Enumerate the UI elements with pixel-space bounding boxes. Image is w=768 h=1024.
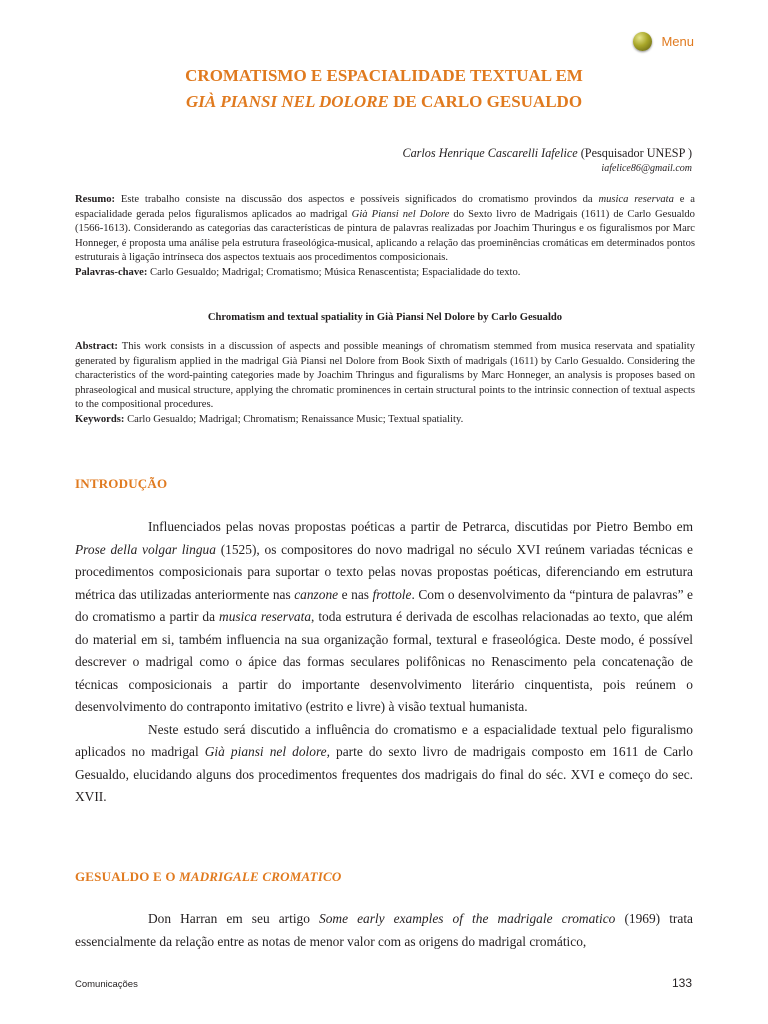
keywords [75,413,695,428]
heading-part: GESUALDO E O [75,869,180,884]
title-work-name: GIÀ PIANSI NEL DOLORE [185,92,389,111]
text-run-italic: musica reservata [219,609,312,624]
text-run: (1969) trata essencialmente da relação entre as notas de menor valor com as origens do madrigal cromático, [75,911,693,949]
abstract-block [75,340,695,428]
paragraph [75,908,693,953]
text-run-italic: Già piansi nel dolore, [204,744,330,759]
author-name: Carlos Henrique Cascarelli Iafelice [402,146,578,160]
english-title [75,312,695,323]
paragraph [75,516,693,719]
text-run: parte do sexto livro de madrigais composto em 1611 de Carlo Gesualdo, elucidando alguns dos procedimentos frequentes dos madrigais do final do séc. XVI e começo do sec. XVII. [75,744,693,804]
text-run: . Com o desenvolvimento da “pintura de palavras” e do cromatismo a partir da [75,586,693,624]
resumo-text [75,193,695,266]
paper-title-line-2 [0,92,768,112]
text-run-italic: canzone [294,586,339,602]
text-run: , toda estrutura é derivada de escolhas relacionadas ao texto, que além do material em si, também influencia na sua organização formal, textural e fraseológica. Deste modo, é possível descrever o madrigal como o ápice das formas seculares polifônicas no Renascimento pela concatenação de técnicas composicionais a partir do importante desenvolvimento literário cinquentista, pois reúnem o desenvolvimento do contraponto imitativo (estrito e livre) à visão textual humanista. [75,609,693,714]
paragraph [75,719,693,809]
abstract-text [75,340,695,413]
palavras-chave-label: Palavras-chave: [75,266,148,278]
resumo-italic: Già Piansi nel Dolore [351,208,450,220]
palavras-chave-list: Carlo Gesualdo; Madrigal; Cromatismo; Música Renascentista; Espacialidade do texto. [147,266,521,278]
text-run: Influenciados pelas novas propostas poéticas a partir de Petrarca, discutidas por Pietro Bembo em [148,519,693,534]
text-run: Neste estudo será discutido a influência do cromatismo e a espacialidade textual pelo figuralismo aplicados no madrigal [75,721,693,759]
author-email: iafelice86@gmail.com [601,163,692,174]
heading-part-italic: MADRIGALE CROMATICO [179,869,342,884]
paper-title-line-1: CROMATISMO E ESPACIALIDADE TEXTUAL EM [185,66,583,85]
text-run: Don Harran em seu artigo [148,911,320,926]
title-composer: DE CARLO GESUALDO [388,92,583,111]
abstract-body: This work consists in a discussion of aspects and possible meanings of chromatism stemmed from musica reservata and spatiality generated by figuralism applied in the madrigal Già Piansi nel Dolore from Book Sixth of madrigals (1611) by Carlo Gesualdo. Considering the characteristics of the word-painting categories made by Joachim Thringus and figuralisms by Marc Honneger, an analysis is proposes based on phraseological and musical structure, applying the chromatic prominences in certain structural points to the intrinsic connection of textual aspects to the compositional procedures. [75,341,695,411]
palavras-chave [75,266,695,281]
resumo-part: Este trabalho consiste na discussão dos aspectos e possíveis significados do cromatismo provindos da [115,194,599,205]
section-heading-gesualdo [75,869,341,885]
text-run: e nas [338,586,373,602]
abstract-label: Abstract: [75,341,118,352]
section-heading-introducao: INTRODUÇÃO [75,476,168,491]
keywords-list: Carlo Gesualdo; Madrigal; Chromatism; Renaissance Music; Textual spatiality. [124,413,464,425]
introducao-body [75,516,693,809]
menu-label: Menu [661,34,694,49]
resumo-part: do Sexto livro de Madrigais (1611) de Carlo Gesualdo (1566-1613). Considerando as categorias das características de pintura de palavras realizadas por Joachim Thuringus e os figuralismos por Marc Honneger, é proposta uma análise pela estrutura fraseológica-musical, aplicando a relação das proeminências cromáticas em determinados pontos estruturais à ligação intrínseca dos aspectos textuais aos procedimentos composicionais. [75,208,695,264]
resumo-label: Resumo: [75,194,116,205]
keywords-label: Keywords: [75,413,125,425]
author-line [402,146,692,161]
resumo-part: e a espacialidade gerada pelos figuralismos aplicados ao madrigal [75,194,695,220]
text-run-italic: Prose della volgar lingua [75,541,216,557]
gesualdo-body [75,908,693,953]
menu-button[interactable] [633,32,694,51]
globe-icon [633,32,652,51]
author-affiliation: (Pesquisador UNESP ) [577,146,692,160]
resumo-italic: musica reservata [598,194,674,205]
resumo-block [75,193,695,281]
text-run-italic: frottole [372,586,412,602]
footer-section-label: Comunicações [75,979,138,990]
text-run: (1525), os compositores do novo madrigal no século XVI reúnem variadas técnicas e procedimentos composicionais para suportar o texto pelas novas propostas poéticas, diferenciando em estrutura métrica das utilizadas anteriormente nas [75,541,694,602]
english-title-text: Chromatism and textual spatiality in Già Piansi Nel Dolore by Carlo Gesualdo [207,312,563,323]
page-number: 133 [671,976,692,990]
text-run-italic: Some early examples of the madrigale cromatico [319,911,616,926]
